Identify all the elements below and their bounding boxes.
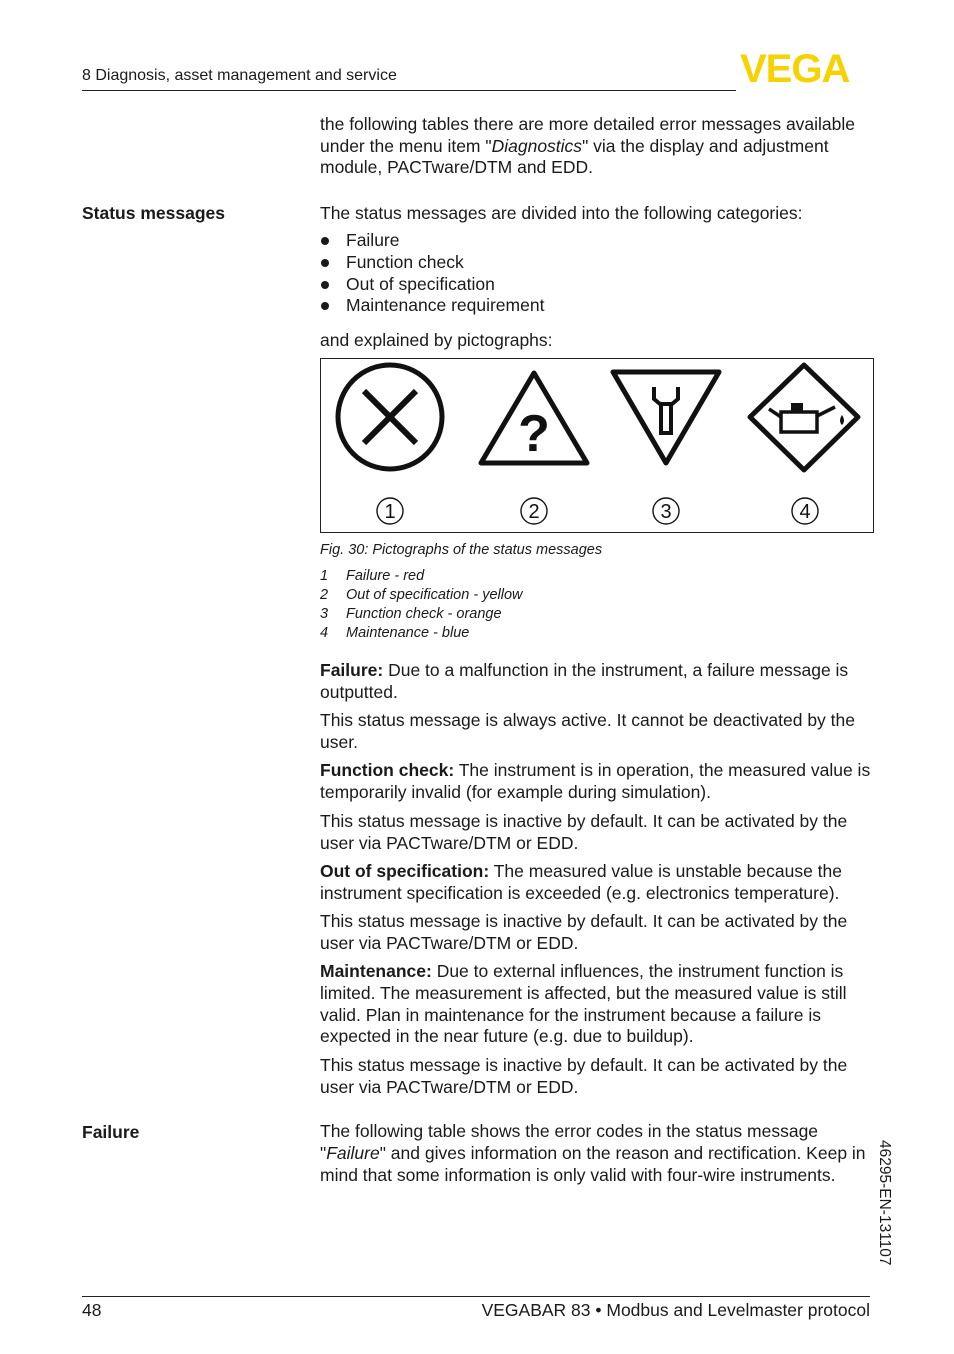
page-number: 48 (82, 1300, 102, 1320)
figure-number-2: 2 (528, 501, 540, 523)
failure-note: This status message is always active. It cannot be deactivated by the user. (320, 710, 855, 752)
list-item: Out of specification (320, 274, 872, 296)
list-item: Maintenance requirement (320, 295, 872, 317)
failure-description: Failure: Due to a malfunction in the instrument, a failure message is outputted. (320, 660, 849, 702)
legend-item: 4 Maintenance - blue (320, 625, 470, 641)
failure-icon (338, 365, 442, 469)
figure-number-4: 4 (799, 501, 811, 523)
figure-number-3: 3 (660, 501, 672, 523)
figure-legend (320, 567, 523, 643)
list-item: Failure (320, 230, 872, 252)
legend-item: 2 Out of specification - yellow (320, 587, 523, 603)
out-of-spec-note: This status message is inactive by default. It can be activated by the user via PACTware/DTM or EDD. (320, 911, 848, 953)
pictograph-figure (320, 358, 874, 533)
product-title: VEGABAR 83 • Modbus and Levelmaster protocol (481, 1300, 870, 1320)
pictographs-intro: and explained by pictographs: (320, 330, 553, 350)
document-number: 46295-EN-131107 (876, 1140, 893, 1266)
status-messages-heading: Status messages (82, 203, 225, 223)
function-check-icon (613, 372, 719, 463)
failure-heading: Failure (82, 1122, 140, 1142)
maintenance-icon (750, 365, 858, 470)
category-list (320, 230, 872, 317)
footer-divider (82, 1296, 870, 1297)
header-divider (82, 90, 736, 91)
svg-text:?: ? (518, 405, 550, 463)
section-header: 8 Diagnosis, asset management and service (82, 67, 397, 84)
legend-item: 3 Function check - orange (320, 606, 502, 622)
function-check-description: Function check: The instrument is in operation, the measured value is temporarily invalid (for example during simulation). (320, 760, 871, 802)
out-of-spec-description: Out of specification: The measured value is unstable because the instrument specification is exceeded (e.g. electronics temperature). (320, 861, 843, 903)
figure-caption: Fig. 30: Pictographs of the status messages (320, 542, 603, 558)
intro-paragraph: the following tables there are more detailed error messages available under the menu item "Diagnostics" via the display and adjustment module, PACTware/DTM and EDD. (320, 114, 856, 177)
list-item: Function check (320, 252, 872, 274)
logo-text: VEGA (740, 50, 850, 86)
vega-logo (740, 50, 874, 91)
status-messages-lead: The status messages are divided into the following categories: (320, 203, 803, 223)
failure-intro: The following table shows the error codes in the status message "Failure" and gives information on the reason and rectification. Keep in mind that some information is only valid with four-wire instruments. (320, 1121, 866, 1185)
figure-number-1: 1 (384, 501, 396, 523)
maintenance-description: Maintenance: Due to external influences, the instrument function is limited. The measurement is affected, but the measured value is still valid. Plan in maintenance for the instrument because a failure is expected in the near future (e.g. due to buildup). (320, 961, 847, 1047)
maintenance-note: This status message is inactive by default. It can be activated by the user via PACTware/DTM or EDD. (320, 1055, 848, 1097)
out-of-specification-icon (481, 373, 587, 463)
function-check-note: This status message is inactive by default. It can be activated by the user via PACTware/DTM or EDD. (320, 811, 848, 853)
legend-item: 1 Failure - red (320, 568, 425, 584)
